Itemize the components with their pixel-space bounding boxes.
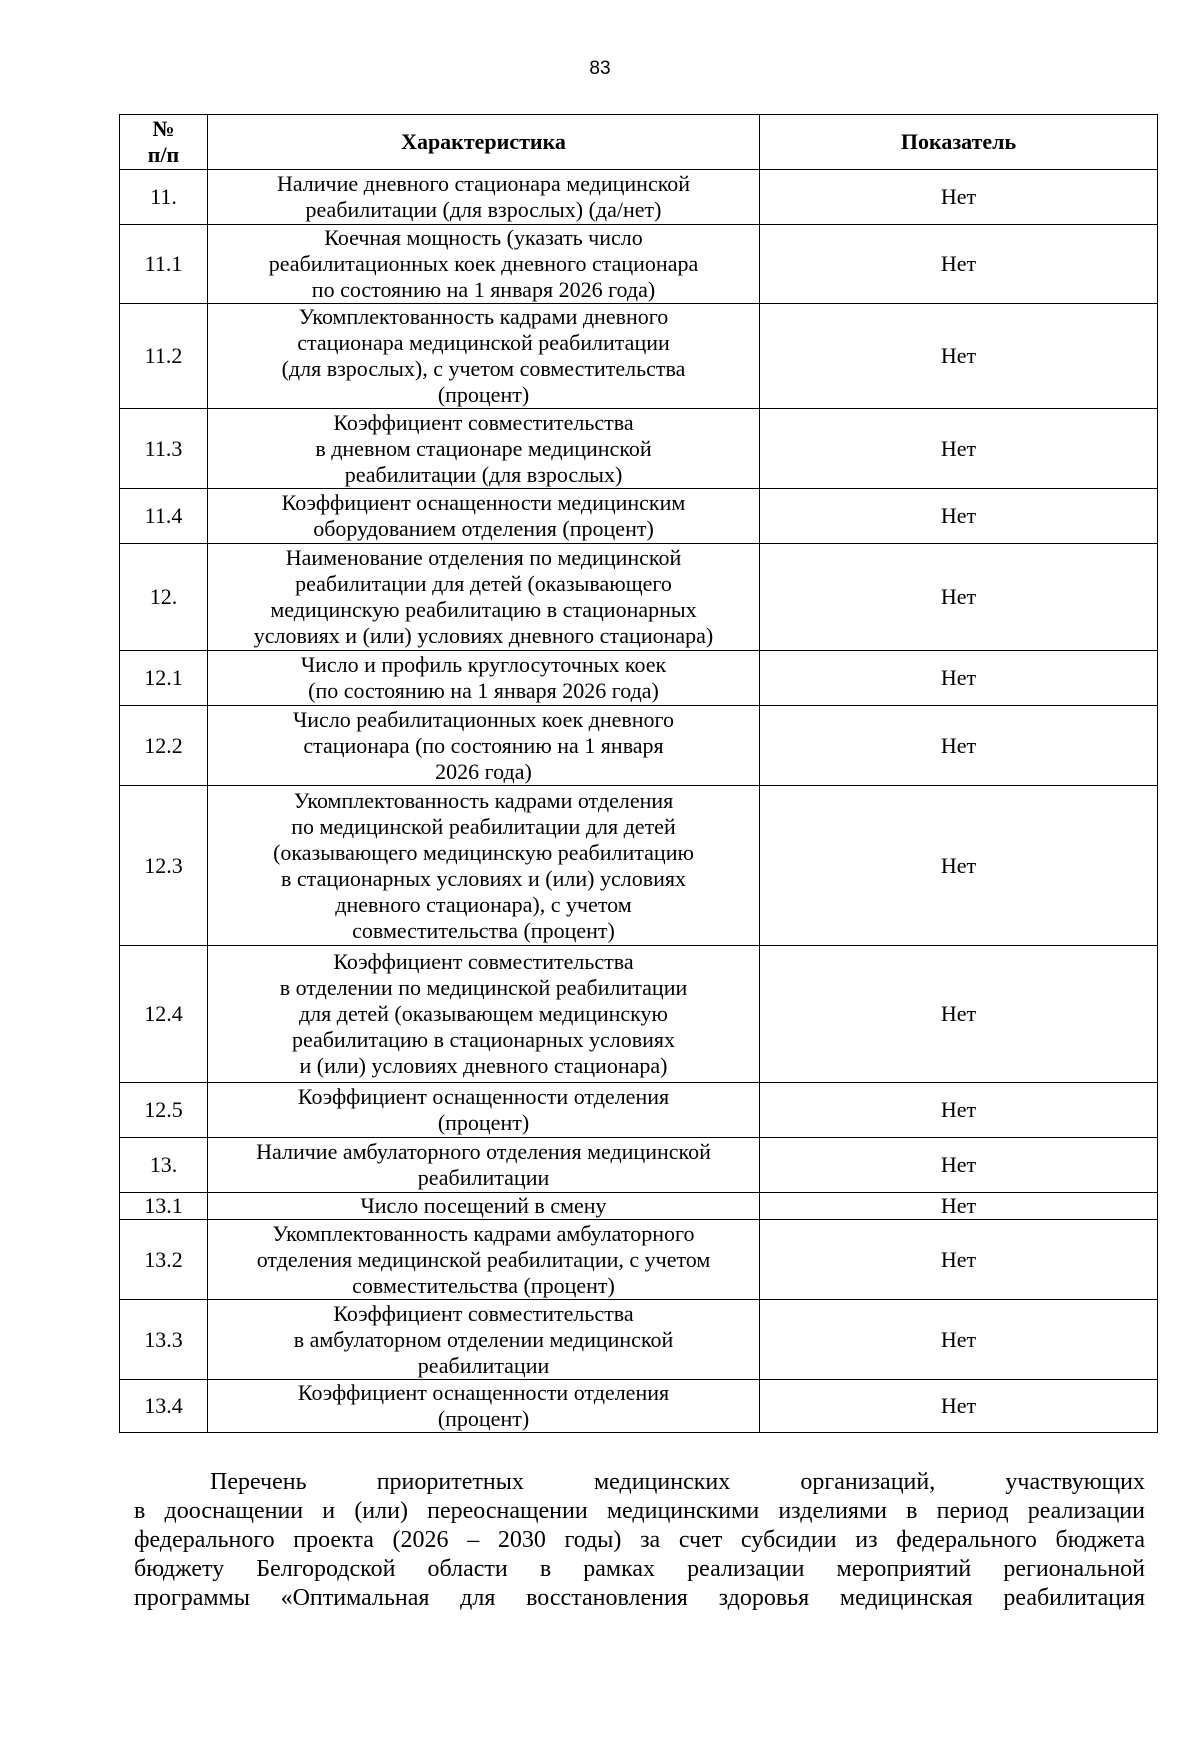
row-indicator-value: Нет bbox=[760, 225, 1158, 304]
characteristic-line: и (или) условиях дневного стационара) bbox=[299, 1053, 668, 1078]
characteristic-line: реабилитационных коек дневного стационара bbox=[268, 251, 699, 276]
row-indicator-value: Нет bbox=[760, 489, 1158, 544]
row-characteristic bbox=[208, 1138, 760, 1193]
table-row bbox=[120, 225, 1158, 304]
row-number: 13.4 bbox=[120, 1380, 208, 1433]
characteristic-line: 2026 года) bbox=[435, 758, 532, 784]
characteristic-line: реабилитацию в стационарных условиях bbox=[291, 1027, 676, 1052]
row-number: 12.1 bbox=[120, 651, 208, 706]
characteristic-line: реабилитации bbox=[417, 1352, 550, 1378]
row-characteristic bbox=[208, 706, 760, 786]
characteristic-line: (процент) bbox=[437, 1406, 530, 1431]
characteristic-line: Число и профиль круглосуточных коек bbox=[300, 652, 667, 677]
characteristic-line: для детей (оказывающем медицинскую bbox=[298, 1001, 668, 1026]
table-row bbox=[120, 170, 1158, 225]
characteristic-line: медицинскую реабилитацию в стационарных bbox=[270, 597, 697, 622]
row-number: 13.2 bbox=[120, 1220, 208, 1300]
paragraph-line: бюджету Белгородской области в рамках реализации мероприятий региональной bbox=[134, 1556, 1145, 1582]
row-indicator-value: Нет bbox=[760, 1300, 1158, 1380]
characteristics-table bbox=[119, 114, 1158, 1433]
characteristic-line: по состоянию на 1 января 2026 года) bbox=[311, 277, 656, 302]
table-row bbox=[120, 946, 1158, 1083]
row-characteristic bbox=[208, 304, 760, 409]
table-row bbox=[120, 1083, 1158, 1138]
row-number: 12.3 bbox=[120, 786, 208, 946]
row-characteristic bbox=[208, 1300, 760, 1380]
row-indicator-value: Нет bbox=[760, 1193, 1158, 1220]
characteristic-line: в дневном стационаре медицинской bbox=[315, 435, 652, 461]
characteristic-line: реабилитации (для взрослых) bbox=[344, 461, 623, 487]
row-indicator-value: Нет bbox=[760, 170, 1158, 225]
row-characteristic bbox=[208, 1220, 760, 1300]
characteristic-line: реабилитации bbox=[417, 1165, 550, 1190]
row-number: 11. bbox=[120, 170, 208, 225]
row-indicator-value: Нет bbox=[760, 706, 1158, 786]
characteristic-line: реабилитации для детей (оказывающего bbox=[295, 571, 672, 596]
characteristic-line: Наличие дневного стационара медицинской bbox=[276, 171, 691, 196]
characteristic-line: Коэффициент совместительства bbox=[333, 949, 634, 974]
table-row bbox=[120, 489, 1158, 544]
characteristic-line: условиях и (или) условиях дневного стационара) bbox=[253, 623, 714, 648]
characteristic-line: в стационарных условиях и (или) условиях bbox=[281, 865, 686, 891]
row-number: 13.3 bbox=[120, 1300, 208, 1380]
characteristic-line: по медицинской реабилитации для детей bbox=[291, 813, 676, 839]
characteristic-line: Укомплектованность кадрами отделения bbox=[293, 787, 674, 813]
characteristic-line: в амбулаторном отделении медицинской bbox=[293, 1326, 674, 1352]
row-characteristic bbox=[208, 170, 760, 225]
characteristic-line: совместительства (процент) bbox=[352, 1272, 615, 1298]
characteristic-line: (для взрослых), с учетом совместительства bbox=[281, 356, 686, 381]
header-indicator: Показатель bbox=[760, 115, 1158, 170]
body-paragraph bbox=[134, 1468, 1145, 1613]
table-row bbox=[120, 304, 1158, 409]
header-number bbox=[120, 115, 208, 170]
characteristic-line: Наименование отделения по медицинской bbox=[285, 545, 682, 570]
paragraph-line: Перечень приоритетных медицинских организаций, участвующих bbox=[210, 1469, 1145, 1495]
table-row bbox=[120, 786, 1158, 946]
characteristic-line: Коэффициент совместительства bbox=[333, 1300, 634, 1326]
row-number: 12. bbox=[120, 544, 208, 651]
characteristic-line: реабилитации (для взрослых) (да/нет) bbox=[305, 197, 662, 222]
row-characteristic bbox=[208, 946, 760, 1083]
row-number: 11.3 bbox=[120, 409, 208, 489]
characteristic-line: оборудованием отделения (процент) bbox=[313, 516, 654, 541]
row-indicator-value: Нет bbox=[760, 304, 1158, 409]
characteristic-line: Коечная мощность (указать число bbox=[324, 225, 643, 250]
row-number: 11.4 bbox=[120, 489, 208, 544]
row-indicator-value: Нет bbox=[760, 946, 1158, 1083]
row-characteristic bbox=[208, 1083, 760, 1138]
row-indicator-value: Нет bbox=[760, 786, 1158, 946]
table-row bbox=[120, 706, 1158, 786]
table-body bbox=[120, 170, 1158, 1433]
page-number: 83 bbox=[589, 58, 611, 79]
characteristic-line: отделения медицинской реабилитации, с учетом bbox=[256, 1246, 711, 1272]
characteristic-line: дневного стационара), с учетом bbox=[335, 891, 632, 917]
row-indicator-value: Нет bbox=[760, 1083, 1158, 1138]
table-header-row bbox=[120, 115, 1158, 170]
row-indicator-value: Нет bbox=[760, 1380, 1158, 1433]
header-characteristic: Характеристика bbox=[208, 115, 760, 170]
paragraph-line: федерального проекта (2026 – 2030 годы) за счет субсидии из федерального бюджета bbox=[134, 1527, 1145, 1553]
characteristic-line: Коэффициент оснащенности медицинским bbox=[281, 490, 686, 515]
characteristic-line: Число реабилитационных коек дневного bbox=[292, 706, 674, 732]
characteristic-line: Коэффициент оснащенности отделения bbox=[297, 1084, 670, 1109]
table-row bbox=[120, 1193, 1158, 1220]
row-number: 13.1 bbox=[120, 1193, 208, 1220]
characteristic-line: Коэффициент совместительства bbox=[333, 409, 634, 435]
characteristic-line: (по состоянию на 1 января 2026 года) bbox=[308, 678, 659, 703]
row-indicator-value: Нет bbox=[760, 1220, 1158, 1300]
characteristic-line: (процент) bbox=[437, 1110, 530, 1135]
table-row bbox=[120, 544, 1158, 651]
row-number: 12.2 bbox=[120, 706, 208, 786]
row-characteristic bbox=[208, 651, 760, 706]
header-number-line1: № bbox=[152, 116, 175, 141]
row-indicator-value: Нет bbox=[760, 409, 1158, 489]
row-characteristic bbox=[208, 786, 760, 946]
table-row bbox=[120, 1300, 1158, 1380]
row-characteristic bbox=[208, 489, 760, 544]
row-characteristic bbox=[208, 544, 760, 651]
characteristic-line: (процент) bbox=[437, 382, 530, 407]
characteristic-line: Укомплектованность кадрами дневного bbox=[298, 304, 669, 329]
characteristic-line: стационара (по состоянию на 1 января bbox=[303, 732, 664, 758]
table-row bbox=[120, 1380, 1158, 1433]
row-number: 12.4 bbox=[120, 946, 208, 1083]
characteristic-line: совместительства (процент) bbox=[352, 917, 615, 943]
row-number: 13. bbox=[120, 1138, 208, 1193]
row-number: 11.2 bbox=[120, 304, 208, 409]
table-row bbox=[120, 409, 1158, 489]
row-indicator-value: Нет bbox=[760, 544, 1158, 651]
characteristic-line: Коэффициент оснащенности отделения bbox=[297, 1380, 670, 1405]
paragraph-line: в дооснащении и (или) переоснащении медицинскими изделиями в период реализации bbox=[134, 1498, 1145, 1524]
characteristic-line: в отделении по медицинской реабилитации bbox=[279, 975, 688, 1000]
row-characteristic bbox=[208, 1193, 760, 1220]
table-row bbox=[120, 1138, 1158, 1193]
row-characteristic bbox=[208, 225, 760, 304]
paragraph-line: программы «Оптимальная для восстановления здоровья медицинская реабилитация bbox=[134, 1585, 1145, 1611]
characteristic-line: (оказывающего медицинскую реабилитацию bbox=[273, 839, 694, 865]
row-number: 12.5 bbox=[120, 1083, 208, 1138]
row-number: 11.1 bbox=[120, 225, 208, 304]
row-characteristic bbox=[208, 1380, 760, 1433]
characteristic-line: Число посещений в смену bbox=[360, 1193, 607, 1218]
row-characteristic bbox=[208, 409, 760, 489]
header-number-line2: п/п bbox=[147, 142, 180, 167]
row-indicator-value: Нет bbox=[760, 651, 1158, 706]
characteristic-line: Укомплектованность кадрами амбулаторного bbox=[272, 1220, 695, 1246]
table-row bbox=[120, 651, 1158, 706]
characteristic-line: стационара медицинской реабилитации bbox=[297, 330, 670, 355]
table-row bbox=[120, 1220, 1158, 1300]
characteristic-line: Наличие амбулаторного отделения медицинской bbox=[256, 1139, 711, 1164]
row-indicator-value: Нет bbox=[760, 1138, 1158, 1193]
